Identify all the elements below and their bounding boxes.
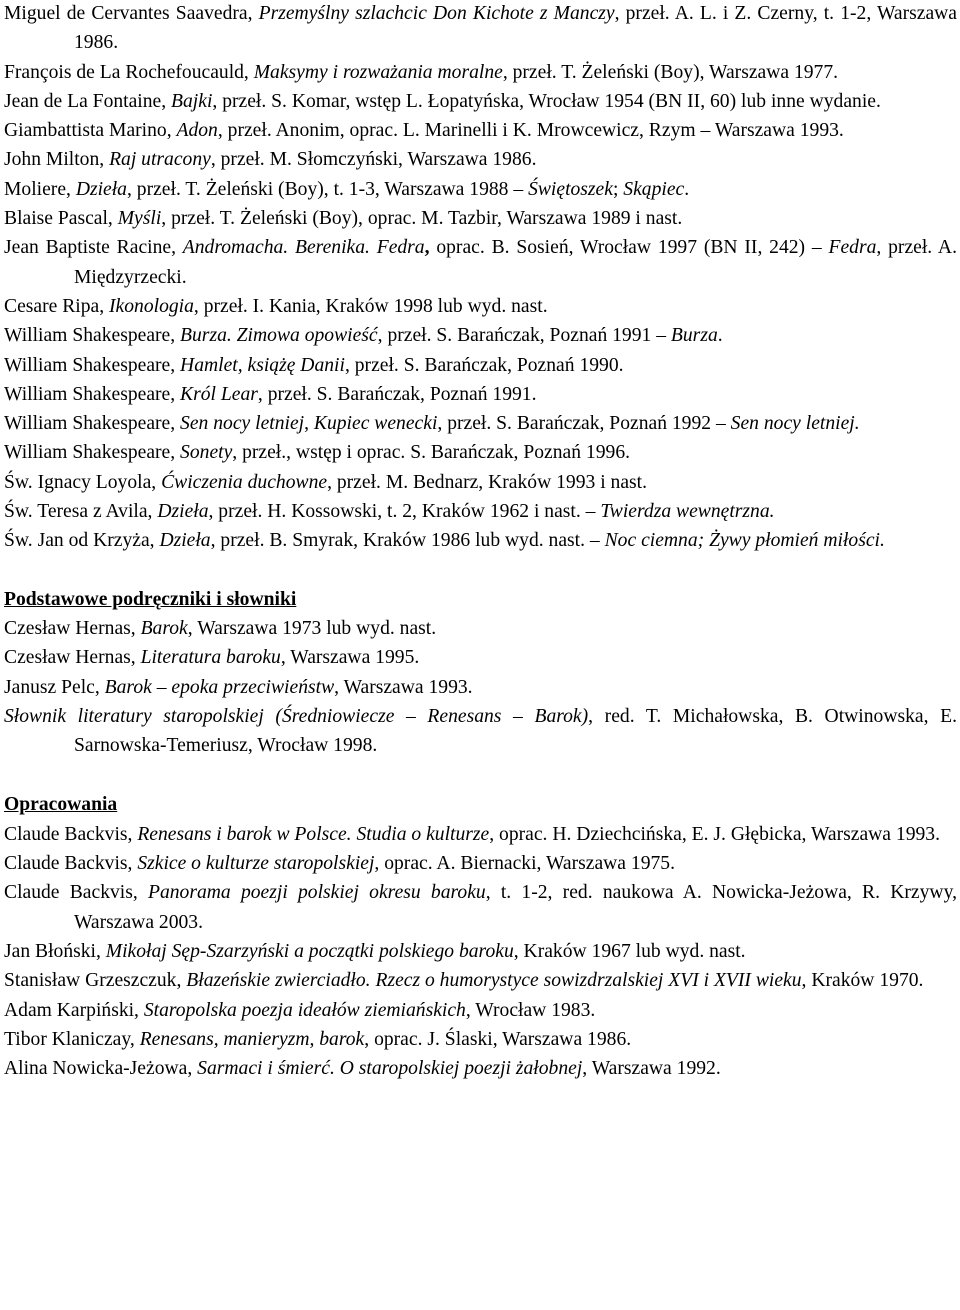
entry-text: oprac. B. Sosień, Wrocław 1997 (BN II, 242) – [429, 237, 829, 259]
bibliography-entry [4, 175, 957, 204]
entry-title-text: Staropolska poezja ideałów ziemiańskich [143, 999, 466, 1021]
entry-text: , [304, 413, 314, 435]
entry-title-text: Przemyślny szlachcic Don Kichote z Manczy [258, 3, 615, 24]
entry-title-text: Sarmaci i śmierć. O staropolskiej poezji żałobnej [197, 1058, 583, 1080]
studies-section [4, 790, 957, 1083]
bibliography-entry [4, 878, 957, 937]
entry-text: , przeł. T. Żeleński (Boy), Warszawa 1977. [502, 61, 839, 83]
entry-text: , Kraków 1967 lub wyd. nast. [513, 940, 746, 962]
bibliography-page [4, 0, 957, 1083]
entry-text: , [424, 237, 430, 259]
entry-text: , Warszawa 1992. [582, 1058, 721, 1080]
entry-title-text: Mikołaj Sęp-Szarzyński a początki polskiego baroku [105, 940, 514, 962]
entry-text: , red. T. Michałowska, B. Otwinowska, E. Sarnowska-Temeriusz, Wrocław 1998. [74, 705, 957, 757]
entry-title-text: Andromacha. Berenika. Fedra [182, 237, 425, 259]
entry-title-text: Kupiec wenecki [313, 413, 438, 435]
entry-text: , oprac. H. Dziechcińska, E. J. Głębicka, Warszawa 1993. [489, 823, 940, 845]
entry-title-text: Ćwiczenia duchowne [161, 471, 328, 493]
entry-text: Miguel de Cervantes Saavedra, [4, 3, 259, 24]
bibliography-entry [4, 1025, 957, 1054]
bibliography-entry [4, 204, 957, 233]
entry-title-text: Dzieła [159, 530, 211, 552]
entry-text: Czesław Hernas, [4, 617, 141, 639]
entry-text: , oprac. J. Ślaski, Warszawa 1986. [364, 1028, 632, 1050]
entry-title-text: Panorama poezji polskiej okresu baroku [148, 882, 486, 904]
entry-text: , przeł. A. Międzyrzecki. [74, 237, 957, 288]
entry-text: , przeł. S. Barańczak, Poznań 1991 – [377, 325, 671, 347]
entry-title-text: Sen nocy letniej [180, 413, 305, 435]
entry-text: Moliere, [4, 178, 76, 200]
bibliography-entry [4, 820, 957, 849]
entry-text: Giambattista Marino, [4, 120, 177, 142]
entry-text: Claude Backvis, [4, 882, 148, 904]
entry-title-text: Renesans i barok w Polsce. Studia o kulturze [137, 823, 490, 845]
entry-text: , przeł. B. Smyrak, Kraków 1986 lub wyd. nast. – [210, 530, 605, 552]
entry-text: François de La Rochefoucauld, [4, 61, 254, 83]
entry-text: , Warszawa 1993. [334, 676, 473, 698]
section-heading-textbooks: Podstawowe podręczniki i słowniki [4, 588, 297, 610]
entry-text: Blaise Pascal, [4, 208, 118, 230]
entry-text: ; [612, 178, 624, 200]
entry-title-text: Renesans, manieryzm, barok [139, 1028, 365, 1050]
entry-text: Tibor Klaniczay, [4, 1028, 140, 1050]
bibliography-entry [4, 58, 957, 87]
entry-text: . [717, 325, 723, 347]
entry-text: , przeł. T. Żeleński (Boy), t. 1-3, Warszawa 1988 – [126, 178, 529, 200]
entry-text: Janusz Pelc, [4, 676, 105, 698]
entry-title-text: Dzieła [75, 178, 127, 200]
bibliography-entry [4, 116, 957, 145]
primary-texts-list [4, 0, 957, 556]
entry-text: , przeł. T. Żeleński (Boy), oprac. M. Tazbir, Warszawa 1989 i nast. [161, 208, 683, 230]
entry-title-text: Fedra [828, 237, 877, 259]
entry-text: Czesław Hernas, [4, 647, 141, 669]
bibliography-entry [4, 0, 957, 58]
entry-text: William Shakespeare, [4, 442, 181, 464]
bibliography-entry [4, 526, 957, 555]
entry-text: Jan Błoński, [4, 940, 106, 962]
entry-text: Św. Jan od Krzyża, [4, 530, 160, 552]
entry-title-text: Błazeńskie zwierciadło. Rzecz o humorystyce sowizdrzalskiej XVI i XVII wieku [186, 970, 802, 992]
entry-title-text: Świętoszek [528, 178, 613, 200]
bibliography-entry [4, 1054, 957, 1083]
entry-title-text: Słownik literatury staropolskiej (Średniowiecze – Renesans – Barok) [4, 705, 589, 727]
entry-text: , przeł. A. L. i Z. Czerny, t. 1-2, Warszawa 1986. [74, 3, 957, 54]
entry-title-text: Burza. Zimowa opowieść [180, 325, 378, 347]
bibliography-entry [4, 643, 957, 672]
bibliography-entry [4, 409, 957, 438]
bibliography-entry [4, 351, 957, 380]
bibliography-entry [4, 468, 957, 497]
entry-title-text: Ikonologia [109, 295, 194, 317]
entry-text: Jean Baptiste Racine, [4, 237, 183, 259]
bibliography-entry [4, 614, 957, 643]
section-heading-studies: Opracowania [4, 794, 118, 816]
entry-text: Stanisław Grzeszczuk, [4, 970, 187, 992]
entry-title-text: Bajki [171, 90, 213, 112]
entry-text: William Shakespeare, [4, 325, 181, 347]
entry-title-text: Barok [140, 617, 188, 639]
entry-text: William Shakespeare, [4, 354, 181, 376]
entry-text: , Wrocław 1983. [465, 999, 596, 1021]
entry-text: , Kraków 1970. [801, 970, 924, 992]
entry-title-text: Dzieła [157, 501, 209, 523]
entry-text: , przeł. I. Kania, Kraków 1998 lub wyd. nast. [193, 295, 548, 317]
entry-title-text: Burza [670, 325, 718, 347]
entry-title-text: Twierdza wewnętrzna. [600, 501, 775, 523]
bibliography-entry [4, 702, 957, 761]
entry-title-text: Król Lear [180, 383, 258, 405]
bibliography-entry [4, 497, 957, 526]
entry-title-text: Maksymy i rozważania moralne [253, 61, 503, 83]
entry-text: , przeł. Anonim, oprac. L. Marinelli i K. Mrowcewicz, Rzym – Warszawa 1993. [217, 120, 844, 142]
bibliography-entry [4, 380, 957, 409]
entry-text: , przeł. H. Kossowski, t. 2, Kraków 1962 i nast. – [208, 501, 601, 523]
entry-title-text: Skąpiec [623, 178, 685, 200]
entry-title-text: Hamlet, książę Danii [180, 354, 345, 376]
entry-text: Cesare Ripa, [4, 295, 110, 317]
entry-title-text: Sen nocy letniej. [730, 413, 860, 435]
entry-title-text: Noc ciemna; Żywy płomień miłości. [604, 530, 885, 552]
bibliography-entry [4, 292, 957, 321]
bibliography-entry [4, 145, 957, 174]
entry-text: . [684, 178, 690, 200]
entry-title-text: Sonety [180, 442, 233, 464]
bibliography-entry [4, 966, 957, 995]
bibliography-entry [4, 233, 957, 292]
entry-text: , oprac. A. Biernacki, Warszawa 1975. [374, 853, 675, 875]
entry-title-text: Raj utracony [109, 149, 211, 171]
textbooks-section [4, 585, 957, 761]
entry-text: Claude Backvis, [4, 853, 138, 875]
entry-title-text: Szkice o kulturze staropolskiej [137, 853, 375, 875]
entry-text: William Shakespeare, [4, 413, 181, 435]
entry-text: , Warszawa 1995. [280, 647, 420, 669]
entry-title-text: Barok – epoka przeciwieństw [104, 676, 335, 698]
bibliography-entry [4, 321, 957, 350]
entry-text: Adam Karpiński, [4, 999, 144, 1021]
entry-text: , przeł. S. Barańczak, Poznań 1991. [257, 383, 537, 405]
entry-text: Alina Nowicka-Jeżowa, [4, 1058, 198, 1080]
entry-text: Św. Teresa z Avila, [4, 501, 158, 523]
entry-text: , przeł. S. Barańczak, Poznań 1990. [344, 354, 624, 376]
entry-text: , t. 1-2, red. naukowa A. Nowicka-Jeżowa, R. Krzywy, Warszawa 2003. [74, 882, 957, 933]
entry-text: Św. Ignacy Loyola, [4, 471, 162, 493]
entry-title-text: Myśli [117, 208, 162, 230]
bibliography-entry [4, 996, 957, 1025]
entry-text: , przeł. M. Bednarz, Kraków 1993 i nast. [327, 471, 648, 493]
bibliography-entry [4, 87, 957, 116]
entry-text: , przeł. S. Barańczak, Poznań 1992 – [437, 413, 731, 435]
entry-text: John Milton, [4, 149, 110, 171]
entry-text: , Warszawa 1973 lub wyd. nast. [187, 617, 437, 639]
bibliography-entry [4, 673, 957, 702]
entry-title-text: Literatura baroku [140, 647, 281, 669]
entry-text: Jean de La Fontaine, [4, 90, 172, 112]
entry-text: , przeł. M. Słomczyński, Warszawa 1986. [210, 149, 537, 171]
entry-text: , przeł., wstęp i oprac. S. Barańczak, Poznań 1996. [232, 442, 631, 464]
entry-title-text: Adon [176, 120, 218, 142]
bibliography-entry [4, 849, 957, 878]
entry-text: , przeł. S. Komar, wstęp L. Łopatyńska, Wrocław 1954 (BN II, 60) lub inne wydanie. [212, 90, 881, 112]
bibliography-entry [4, 937, 957, 966]
bibliography-entry [4, 438, 957, 467]
entry-text: William Shakespeare, [4, 383, 181, 405]
entry-text: Claude Backvis, [4, 823, 138, 845]
